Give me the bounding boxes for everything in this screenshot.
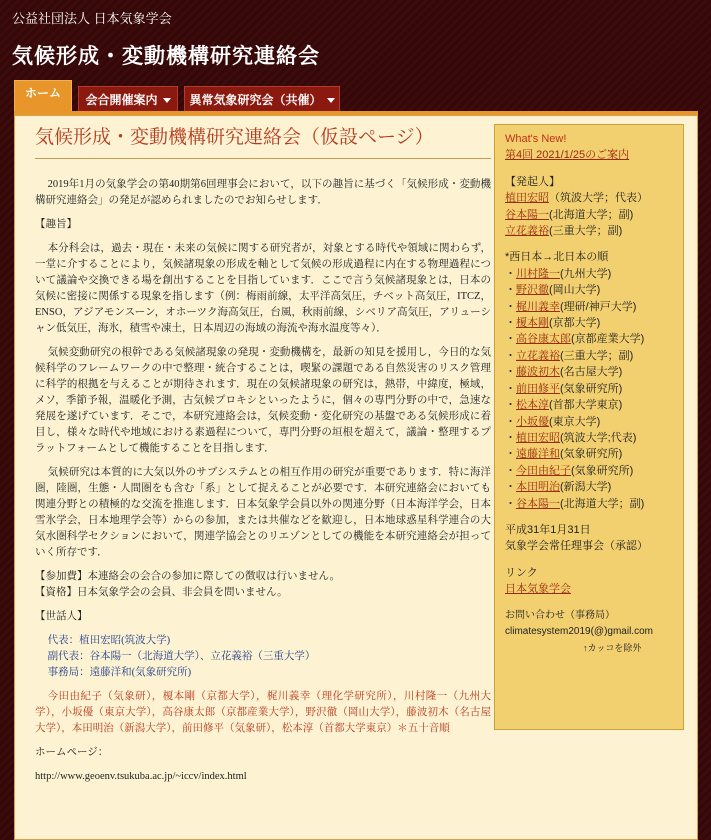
member-affiliation: (名古屋大学) xyxy=(560,366,623,379)
organizers-title: 【世話人】 xyxy=(35,611,88,622)
founder-affiliation: （筑波大学；代表） xyxy=(549,192,648,205)
contact-email: climatesystem2019(@)gmail.com xyxy=(505,625,653,637)
bullet: ・ xyxy=(505,366,516,379)
bullet: ・ xyxy=(505,431,516,444)
fee-text: 【参加費】本連絡会の会合の参加に際しての徴収は行いません。 xyxy=(35,571,341,582)
jms-link[interactable]: 日本気象学会 xyxy=(505,583,571,596)
vice-2: 立花義裕（三重大学） xyxy=(210,651,316,662)
member-affiliation: (新潟大学) xyxy=(560,481,612,494)
member-item xyxy=(505,331,673,347)
order-note: *西日本→北日本の順 xyxy=(505,251,609,264)
content-area xyxy=(14,115,698,840)
organizer-members: 今田由紀子（気象研），榎本剛（京都大学），梶川義幸（理化学研究所），川村隆一（九州大学），小坂優（東京大学），高谷康太郎（京都産業大学），野沢徹（岡山大学），藤波初木（名古屋大学），本田明治（新潟大学），前田修平（気象研），松本淳（首都大学東京）＊五十音順 xyxy=(35,691,491,734)
member-name[interactable]: 榎本剛 xyxy=(516,317,549,330)
member-affiliation: (九州大学) xyxy=(560,267,612,280)
news-link[interactable]: 第4回 2021/1/25のご案内 xyxy=(505,149,630,162)
member-affiliation: (東京大学) xyxy=(549,415,601,428)
member-name[interactable]: 川村隆一 xyxy=(516,267,560,280)
bullet: ・ xyxy=(505,415,516,428)
vice-representatives xyxy=(35,649,491,665)
member-name[interactable]: 野沢徹 xyxy=(516,284,549,297)
heading-divider xyxy=(35,158,491,159)
tab-home-label: ホーム xyxy=(24,86,61,100)
links-title: リンク xyxy=(505,566,538,579)
member-affiliation: (筑波大学;代表) xyxy=(560,431,637,444)
bullet: ・ xyxy=(505,300,516,313)
vice-prefix: 副代表： xyxy=(47,651,90,662)
tab-home[interactable] xyxy=(14,80,72,112)
member-name[interactable]: 遠藤洋和 xyxy=(516,448,560,461)
page-title: 気候形成・変動機構研究連絡会（仮設ページ） xyxy=(35,127,434,148)
organization-name: 公益社団法人 日本気象学会 xyxy=(12,11,172,26)
member-name[interactable]: 藤波初木 xyxy=(516,366,560,379)
main-nav xyxy=(14,80,698,112)
member-affiliation: (京都大学) xyxy=(549,317,601,330)
founder-item xyxy=(505,190,673,206)
bullet: ・ xyxy=(505,349,516,362)
member-name[interactable]: 高谷康太郎 xyxy=(516,333,571,346)
purpose-paragraph-1: 本分科会は，過去・現在・未来の気候に関する研究者が，対象とする時代や領域に関わらず，一堂に介することにより，気候諸現象の形成を軸として気候の形成過程に内在する物理過程について議論や交換できる場を創出することを目指しています．ここで言う気候諸現象とは，日本の気候に密接に関係する現象を指します（例：梅雨前線，太平洋高気圧，チベット高気圧，ITCZ，ENSO，アジアモンスーン，オホーツク海高気圧，台風，秋雨前線，シベリア高気圧，アリューシャン低気圧，海氷，積雪や凍土，日本周辺の海域の海流や海水温度等々）． xyxy=(35,243,491,334)
bullet: ・ xyxy=(505,267,516,280)
member-affiliation: (三重大学；副) xyxy=(560,349,634,362)
founder-affiliation: (三重大学；副) xyxy=(549,225,623,238)
email-note: ↑カッコを除外 xyxy=(583,643,642,654)
member-affiliation: (気象研究所) xyxy=(571,464,634,477)
member-item xyxy=(505,315,673,331)
approval-body: 気象学会常任理事会（承認） xyxy=(505,540,648,553)
member-affiliation: (理研/神戸大学) xyxy=(560,300,637,313)
whats-new-label: What's New! xyxy=(505,133,567,145)
purpose-paragraph-2: 気候変動研究の根幹である気候諸現象の発現・変動機構を，最新の知見を援用し，今日的な気候科学のフレームワークの中で整理・統合することは，喫緊の課題である自然災害のリスク管理に科学的根拠を与えることが期待されます．現在の気候諸現象の研究は，熱帯，中緯度，極域，メソ，季節予報，温暖化予測，古気候プロキシといったように，個々の専門分野の中で，急速な発展を遂げています．そこで，本研究連絡会は，気候変動・変化研究の基盤である気候形成に着目し，様々な時代や地域における素過程について，専門分野の垣根を超えて，議論・整理するプラットフォームとして機能することを目指します． xyxy=(35,347,491,454)
member-item xyxy=(505,414,673,430)
member-name[interactable]: 松本淳 xyxy=(516,399,549,412)
qualification-text: 【資格】日本気象学会の会員、非会員を問いません。 xyxy=(35,587,288,598)
member-item xyxy=(505,381,673,397)
tab-meetings-label: 会合開催案内 xyxy=(85,93,158,107)
member-name[interactable]: 立花義裕 xyxy=(516,349,560,362)
member-name[interactable]: 今田由紀子 xyxy=(516,464,571,477)
member-name[interactable]: 小坂優 xyxy=(516,415,549,428)
founder-name[interactable]: 植田宏昭 xyxy=(505,192,549,205)
member-name[interactable]: 谷本陽一 xyxy=(516,497,560,510)
founders-title: 【発起人】 xyxy=(505,175,560,188)
member-item xyxy=(505,266,673,282)
member-list xyxy=(505,266,673,512)
founder-affiliation: (北海道大学；副) xyxy=(549,208,634,221)
founder-item xyxy=(505,207,673,223)
bullet: ・ xyxy=(505,497,516,510)
secretariat: 事務局：遠藤洋和(気象研究所) xyxy=(47,667,192,678)
bullet: ・ xyxy=(505,333,516,346)
member-affiliation: (気象研究所) xyxy=(560,448,623,461)
member-affiliation: (北海道大学；副) xyxy=(560,497,645,510)
bullet: ・ xyxy=(505,481,516,494)
member-name[interactable]: 本田明治 xyxy=(516,481,560,494)
member-item xyxy=(505,299,673,315)
site-title[interactable]: 気候形成・変動機構研究連絡会 xyxy=(12,45,320,68)
representative: 代表：植田宏昭(筑波大学) xyxy=(47,635,171,646)
founder-name[interactable]: 立花義裕 xyxy=(505,225,549,238)
member-item xyxy=(505,463,673,479)
member-item xyxy=(505,364,673,380)
bullet: ・ xyxy=(505,399,516,412)
member-name[interactable]: 梶川義幸 xyxy=(516,300,560,313)
tab-meetings[interactable] xyxy=(78,86,178,112)
chevron-down-icon xyxy=(163,98,171,103)
homepage-url[interactable]: http://www.geoenv.tsukuba.ac.jp/~iccv/index.html xyxy=(35,771,247,782)
bullet: ・ xyxy=(505,448,516,461)
intro-text: 2019年1月の気象学会の第40期第6回理事会において，以下の趣旨に基づく「気候形成・変動機構研究連絡会」の発足が認められましたのでお知らせします． xyxy=(35,179,491,206)
member-item xyxy=(505,397,673,413)
contact-title: お問い合わせ（事務局） xyxy=(505,609,615,621)
member-affiliation: (京都産業大学) xyxy=(571,333,645,346)
main-column xyxy=(35,116,491,793)
member-item xyxy=(505,282,673,298)
bullet: ・ xyxy=(505,382,516,395)
sidebar xyxy=(494,124,684,730)
member-item xyxy=(505,496,673,512)
member-affiliation: (岡山大学) xyxy=(549,284,601,297)
member-affiliation: (気象研究所) xyxy=(560,382,623,395)
member-item xyxy=(505,446,673,462)
bullet: ・ xyxy=(505,317,516,330)
approval-date: 平成31年1月31日 xyxy=(505,523,591,536)
vice-1: 谷本陽一（北海道大学） xyxy=(89,651,200,662)
member-item xyxy=(505,479,673,495)
member-name[interactable]: 植田宏昭 xyxy=(516,431,560,444)
homepage-label: ホームページ： xyxy=(35,747,109,758)
chevron-down-icon xyxy=(327,98,335,103)
founder-item xyxy=(505,223,673,239)
purpose-title: 【趣旨】 xyxy=(35,219,77,230)
purpose-paragraph-3: 気候研究は本質的に大気以外のサブシステムとの相互作用の研究が重要であります．特に海洋圏，陸圏，生態・人間圏をも含む「系」として捉えることが必要です．本研究連絡会においても関連分野との積極的な交流を推進します．日本気象学会員以外の関連分野（日本海洋学会，日本雪氷学会，日本地理学会等）からの参加，または共催などを歓迎し，日本地球惑星科学連合の大気水圏科学セクションにおいて，関連学協会とのリエゾンとしての機能を本研究連絡会が担っていく所存です． xyxy=(35,467,491,558)
member-item xyxy=(505,348,673,364)
tab-extreme-weather-label: 異常気象研究会（共催） xyxy=(189,93,322,107)
founder-name[interactable]: 谷本陽一 xyxy=(505,208,549,221)
member-affiliation: (首都大学東京) xyxy=(549,399,623,412)
member-name[interactable]: 前田修平 xyxy=(516,382,560,395)
bullet: ・ xyxy=(505,464,516,477)
bullet: ・ xyxy=(505,284,516,297)
tab-extreme-weather[interactable] xyxy=(184,86,340,112)
member-item xyxy=(505,430,673,446)
vice-separator: 、 xyxy=(199,651,211,662)
